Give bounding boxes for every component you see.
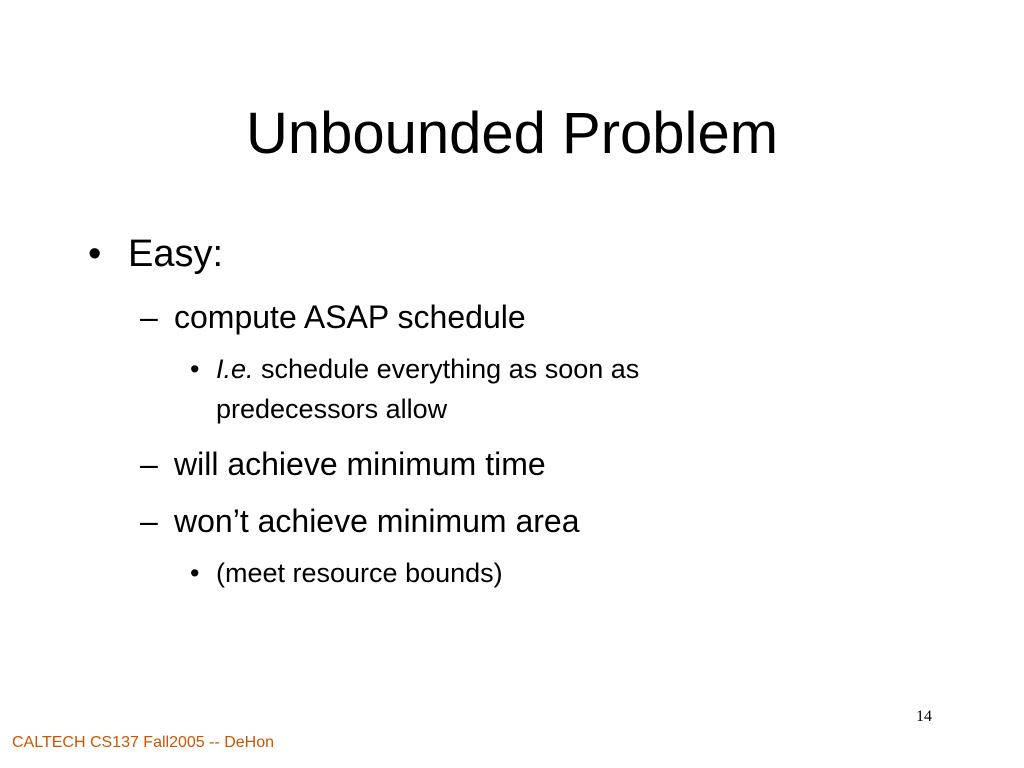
sub-bullet-text: will achieve minimum time [174,446,546,482]
slide-footer: CALTECH CS137 Fall2005 -- DeHon [12,734,275,751]
dash-marker: – [140,503,158,539]
bullet-easy [88,233,223,276]
sub-sub-bullet-continuation [216,394,447,425]
bullet-marker: • [190,558,200,588]
continuation-text: predecessors allow [216,394,448,424]
sub-sub-bullet-resource-bounds [190,558,503,589]
bullet-marker: • [190,354,200,384]
sub-sub-bullet-text: schedule everything as soon as [253,354,640,384]
page-number: 14 [916,708,932,725]
slide-title: Unbounded Problem [245,101,779,166]
dash-marker: – [140,446,158,482]
bullet-text: Easy: [128,233,224,275]
dash-marker: – [140,299,158,335]
emphasis-text: I.e. [216,354,254,384]
sub-bullet-text: won’t achieve minimum area [174,503,580,539]
sub-bullet-minimum-area [140,503,580,540]
sub-sub-bullet-ie [190,354,639,385]
sub-bullet-compute-asap [140,299,526,336]
sub-bullet-minimum-time [140,446,546,483]
bullet-marker: • [88,233,102,275]
sub-bullet-text: compute ASAP schedule [174,299,526,335]
sub-sub-bullet-text: (meet resource bounds) [216,558,503,588]
